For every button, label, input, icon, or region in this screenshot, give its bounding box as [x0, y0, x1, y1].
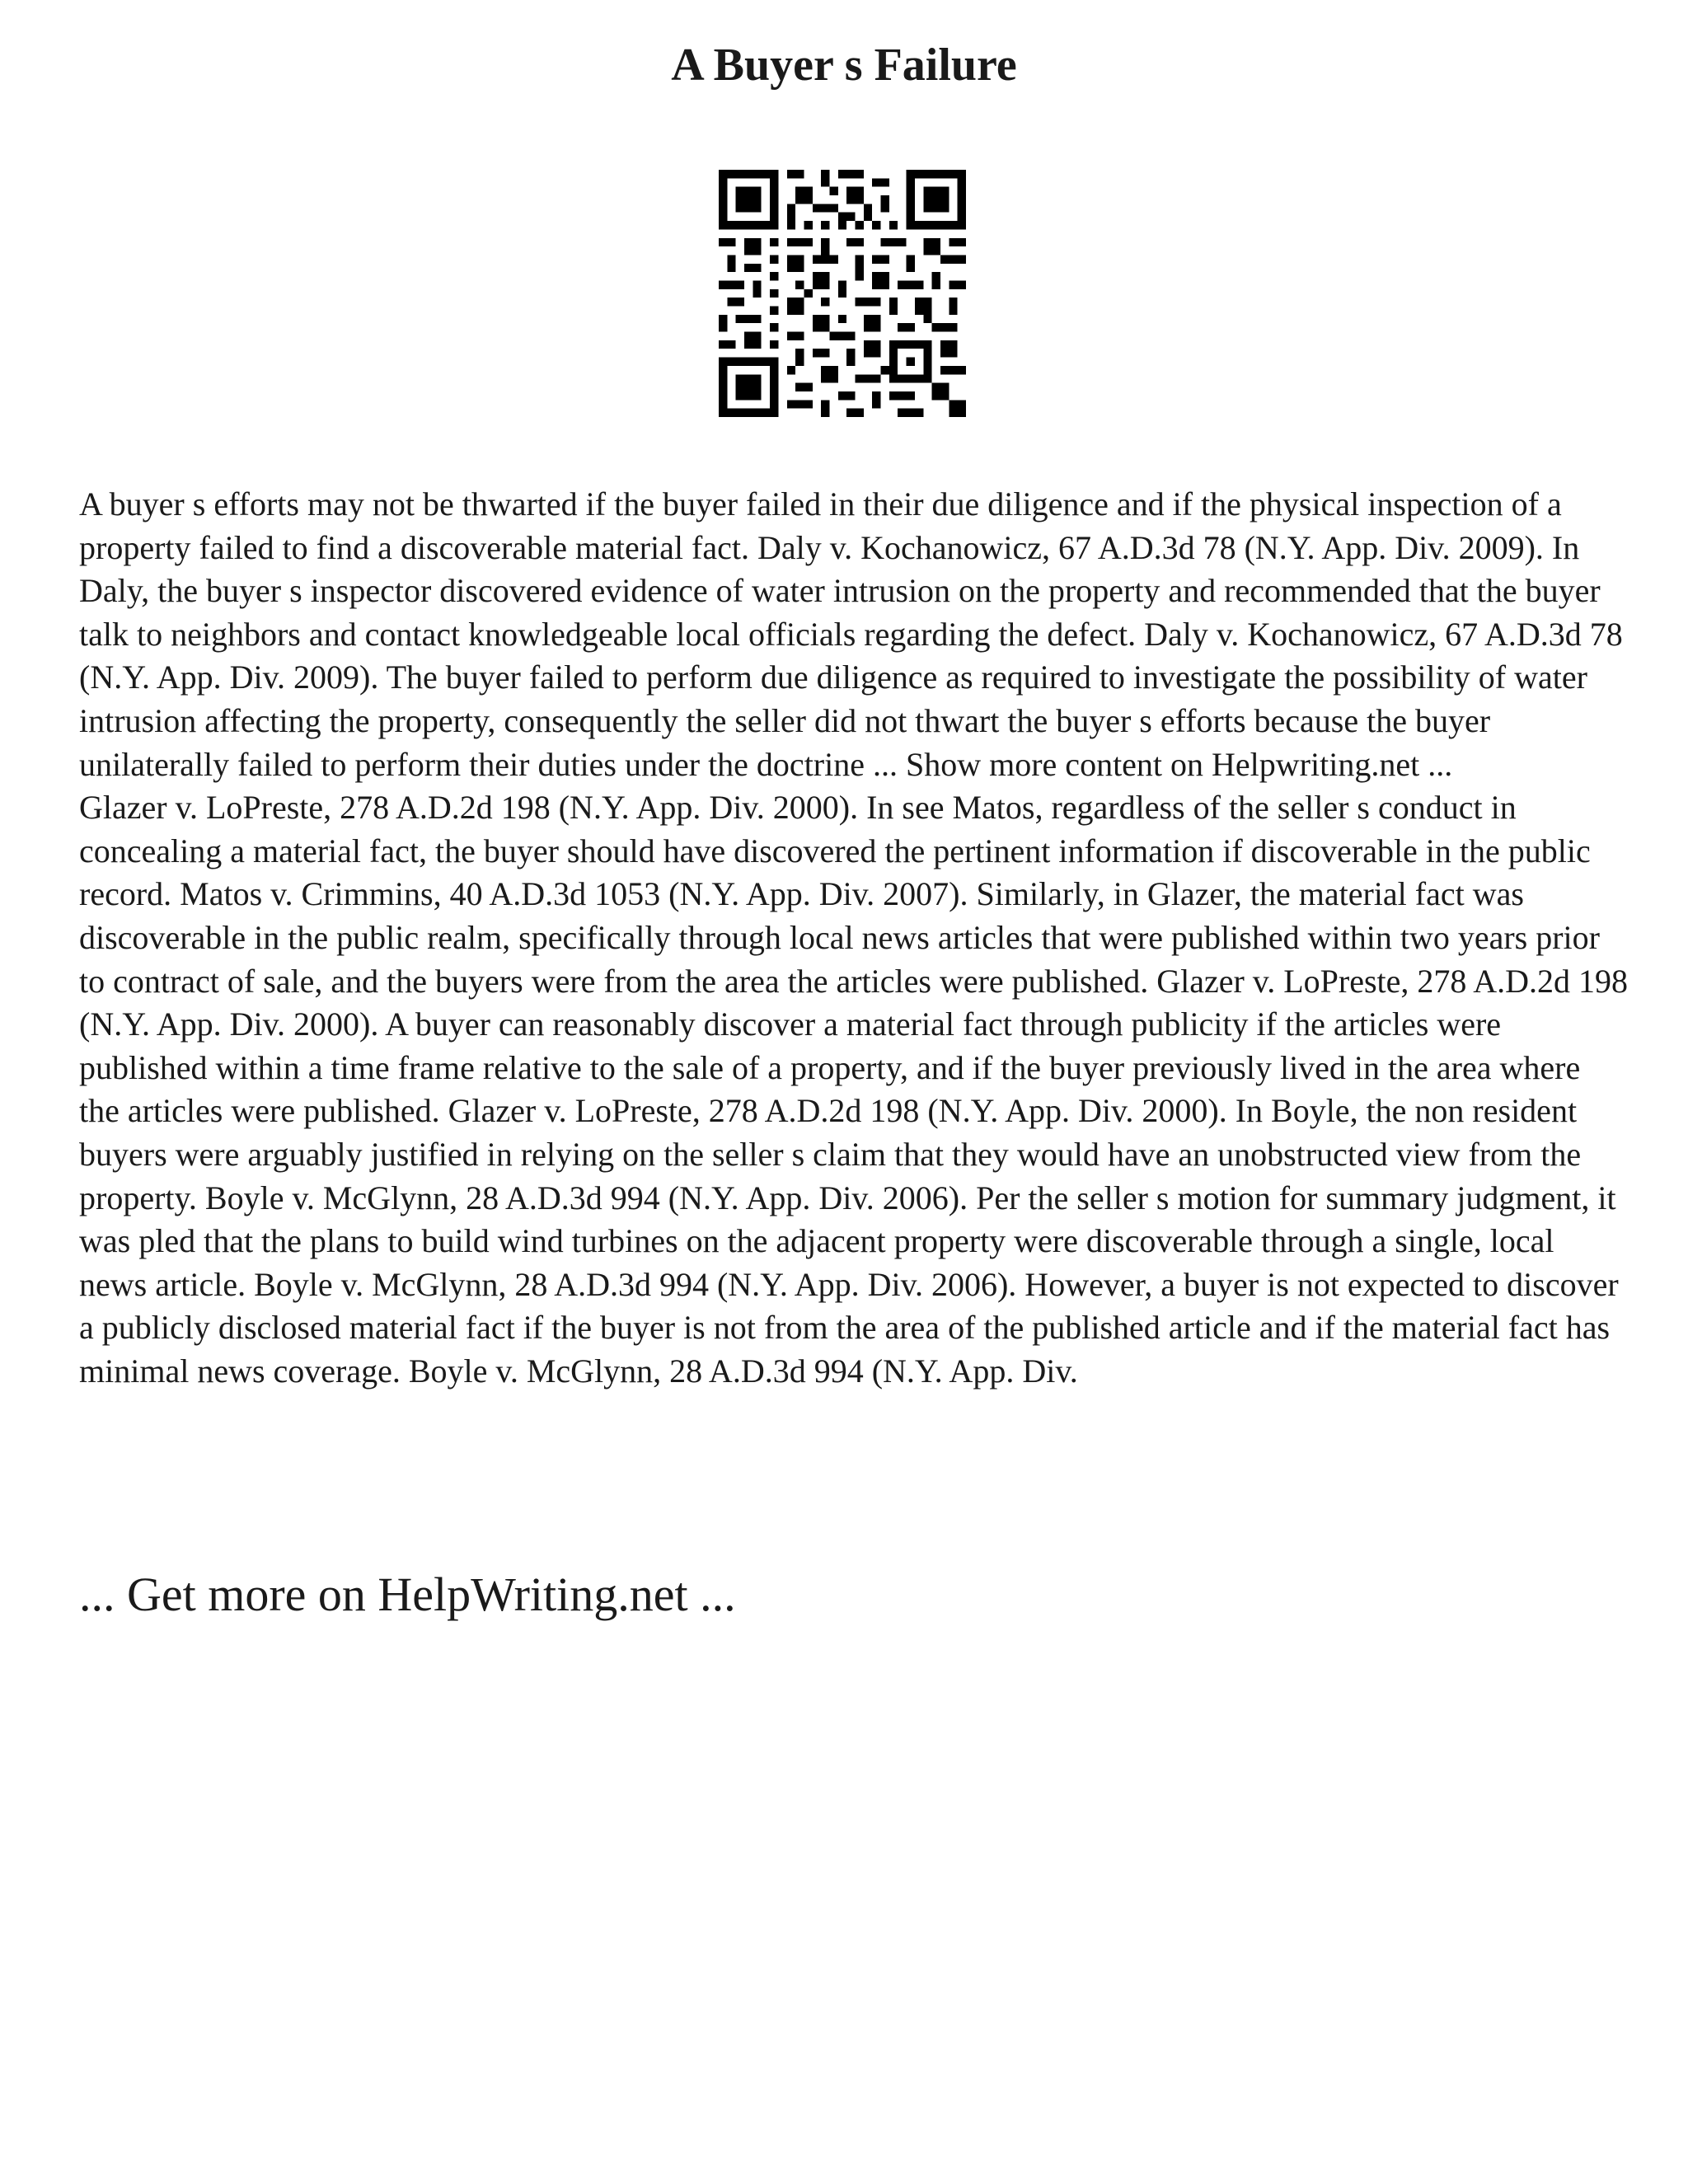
document-title: A Buyer s Failure	[671, 40, 1017, 91]
body-paragraph-2: Glazer v. LoPreste, 278 A.D.2d 198 (N.Y. App. Div. 2000). In see Matos, regardless of the seller s conduct in concealing a material fact, the buyer should have discovered the pertinent information if discoverable in the public record. Matos v. Crimmins, 40 A.D.3d 1053 (N.Y. App. Div. 2007). Similarly, in Glazer, the material fact was discoverable in the public realm, specifically through local news articles that were published within two years prior to contract of sale, and the buyers were from the area the articles were published. Glazer v. LoPreste, 278 A.D.2d 198 (N.Y. App. Div. 2000). A buyer can reasonably discover a material fact through publicity if the articles were published within a time frame relative to the sale of a property, and if the buyer previously lived in the area where the articles were published. Glazer v. LoPreste, 278 A.D.2d 198 (N.Y. App. Div. 2000). In Boyle, the non resident buyers were arguably justified in relying on the seller s claim that they would have an unobstructed view from the property. Boyle v. McGlynn, 28 A.D.3d 994 (N.Y. App. Div. 2006). Per the seller s motion for summary judgment, it was pled that the plans to build wind turbines on the adjacent property were discoverable through a single, local news article. Boyle v. McGlynn, 28 A.D.3d 994 (N.Y. App. Div. 2006). However, a buyer is not expected to discover a publicly disclosed material fact if the buyer is not from the area of the published article and if the material fact has minimal news coverage. Boyle v. McGlynn, 28 A.D.3d 994 (N.Y. App. Div.	[79, 789, 1628, 1390]
body-paragraph-1: A buyer s efforts may not be thwarted if the buyer failed in their due diligence and if the physical inspection of a property failed to find a discoverable material fact. Daly v. Kochanowicz, 67 A.D.3d 78 (N.Y. App. Div. 2009). In Daly, the buyer s inspector discovered evidence of water intrusion on the property and recommended that the buyer talk to neighbors and contact knowledgeable local officials regarding the defect. Daly v. Kochanowicz, 67 A.D.3d 78 (N.Y. App. Div. 2009). The buyer failed to perform due diligence as required to investigate the possibility of water intrusion affecting the property, consequently the seller did not thwart the buyer s efforts because the buyer unilaterally failed to perform their duties under the doctrine ... Show more content on Helpwriting.net ...	[79, 485, 1623, 783]
qr-code-icon	[719, 170, 966, 417]
get-more-link[interactable]: ... Get more on HelpWriting.net ...	[79, 1568, 736, 1621]
article-body	[79, 483, 1629, 1393]
